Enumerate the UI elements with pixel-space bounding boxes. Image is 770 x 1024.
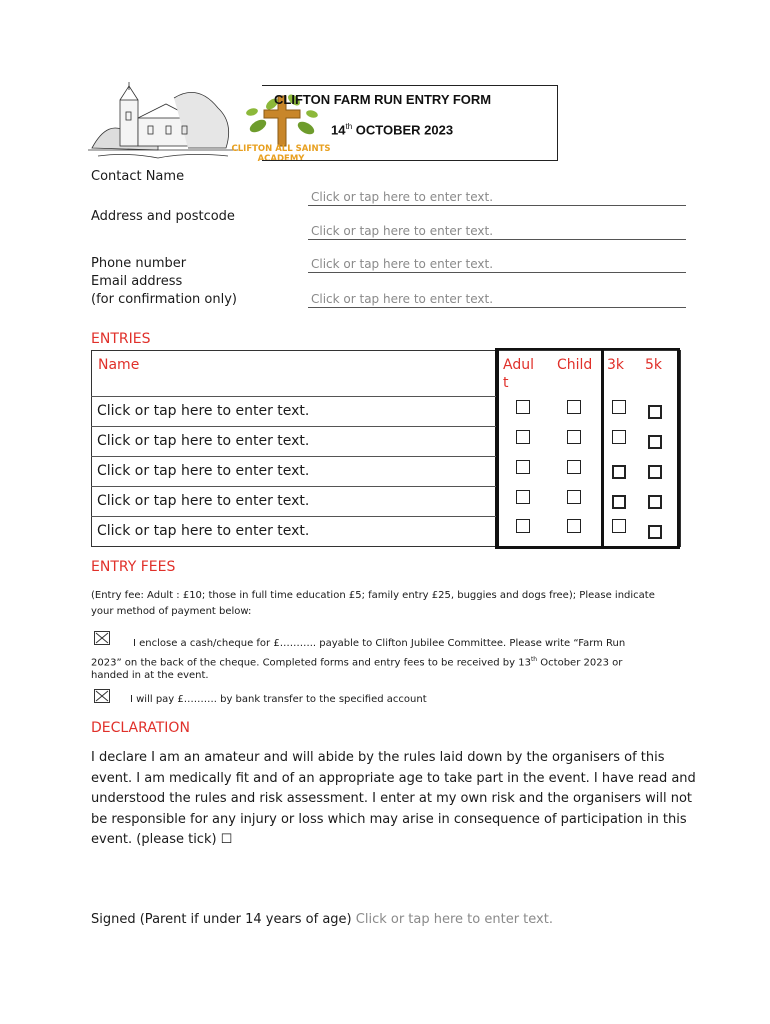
logo-text-line2: ACADEMY: [257, 154, 305, 164]
event-date: 14th OCTOBER 2023: [331, 122, 454, 138]
3k-checkbox[interactable]: [612, 400, 626, 414]
table-row: [91, 426, 496, 456]
adult-checkbox[interactable]: [516, 400, 530, 414]
adult-column-header: Adul t: [503, 357, 534, 391]
child-checkbox[interactable]: [567, 430, 581, 444]
child-column-header: Child: [557, 357, 593, 373]
table-row: [91, 396, 496, 426]
entry-fees-heading: ENTRY FEES: [91, 559, 176, 575]
adult-checkbox[interactable]: [516, 430, 530, 444]
table-divider: [495, 348, 680, 350]
entrant-name-field[interactable]: Click or tap here to enter text.: [97, 463, 310, 479]
5k-checkbox[interactable]: [648, 405, 662, 419]
address-field[interactable]: Click or tap here to enter text.: [308, 224, 686, 240]
5k-checkbox[interactable]: [648, 465, 662, 479]
entries-heading: ENTRIES: [91, 331, 151, 347]
declaration-heading: DECLARATION: [91, 720, 190, 736]
signed-label: Signed (Parent if under 14 years of age): [91, 912, 352, 927]
adult-checkbox[interactable]: [516, 460, 530, 474]
5k-checkbox[interactable]: [648, 495, 662, 509]
3k-checkbox[interactable]: [612, 519, 626, 533]
name-column-header: Name: [98, 357, 140, 373]
email-note: (for confirmation only): [91, 292, 237, 307]
bank-transfer-checkbox[interactable]: [94, 689, 110, 703]
declaration-text: I declare I am an amateur and will abide by the rules laid down by the organisers of this event. I am medically fit and of an appropriate age to take part in the event. I have read and understood the rules and risk assessment. I enter at my own risk and the organisers will not be responsible for any injury or loss which may arise in consequence of participation in this event. (please tick) ☐: [91, 748, 696, 851]
fees-intro-line1: (Entry fee: Adult : £10; those in full time education £5; family entry £25, buggies and dogs free); Please indicate: [91, 590, 655, 601]
cash-option-line3: handed in at the event.: [91, 670, 209, 681]
3k-column-header: 3k: [607, 357, 625, 373]
5k-checkbox[interactable]: [648, 525, 662, 539]
declaration-tick-line[interactable]: event. (please tick) ☐: [91, 832, 233, 847]
table-row: [91, 456, 496, 486]
fees-intro-line2: your method of payment below:: [91, 606, 252, 617]
adult-checkbox[interactable]: [516, 519, 530, 533]
phone-label: Phone number: [91, 256, 187, 271]
3k-checkbox[interactable]: [612, 465, 626, 479]
5k-column-header: 5k: [645, 357, 663, 373]
adult-checkbox[interactable]: [516, 490, 530, 504]
phone-field[interactable]: Click or tap here to enter text.: [308, 257, 686, 273]
checked-x-icon: [95, 690, 109, 702]
cash-cheque-checkbox[interactable]: [94, 631, 110, 645]
checked-x-icon: [95, 632, 109, 644]
contact-name-label: Contact Name: [91, 169, 185, 184]
3k-checkbox[interactable]: [612, 495, 626, 509]
child-checkbox[interactable]: [567, 519, 581, 533]
table-divider: [677, 348, 680, 549]
child-checkbox[interactable]: [567, 490, 581, 504]
signature-field[interactable]: Click or tap here to enter text.: [355, 912, 553, 927]
table-row: [91, 486, 496, 516]
table-row: [91, 516, 496, 546]
email-field[interactable]: Click or tap here to enter text.: [308, 292, 686, 308]
table-divider: [601, 348, 604, 549]
form-title: CLIFTON FARM RUN ENTRY FORM: [274, 92, 492, 107]
cash-option-line2: 2023” on the back of the cheque. Completed forms and entry fees to be received by 13th October 2023 or: [91, 656, 623, 669]
cash-option-line1: I enclose a cash/cheque for £……….. payable to Clifton Jubilee Committee. Please write “Farm Run: [133, 638, 626, 649]
entrant-name-field[interactable]: Click or tap here to enter text.: [97, 523, 310, 539]
entrant-name-field[interactable]: Click or tap here to enter text.: [97, 403, 310, 419]
3k-checkbox[interactable]: [612, 430, 626, 444]
bank-transfer-option: I will pay £………. by bank transfer to the specified account: [130, 694, 427, 705]
email-label: Email address: [91, 274, 183, 289]
signature-line: [91, 910, 553, 931]
church-illustration: [88, 78, 238, 168]
address-label: Address and postcode: [91, 209, 235, 224]
entrant-name-field[interactable]: Click or tap here to enter text.: [97, 493, 310, 509]
entrant-name-field[interactable]: Click or tap here to enter text.: [97, 433, 310, 449]
logo-text-line1: CLIFTON ALL SAINTS: [231, 144, 331, 154]
table-divider: [495, 546, 680, 549]
contact-name-field[interactable]: Click or tap here to enter text.: [308, 190, 686, 206]
child-checkbox[interactable]: [567, 460, 581, 474]
child-checkbox[interactable]: [567, 400, 581, 414]
5k-checkbox[interactable]: [648, 435, 662, 449]
